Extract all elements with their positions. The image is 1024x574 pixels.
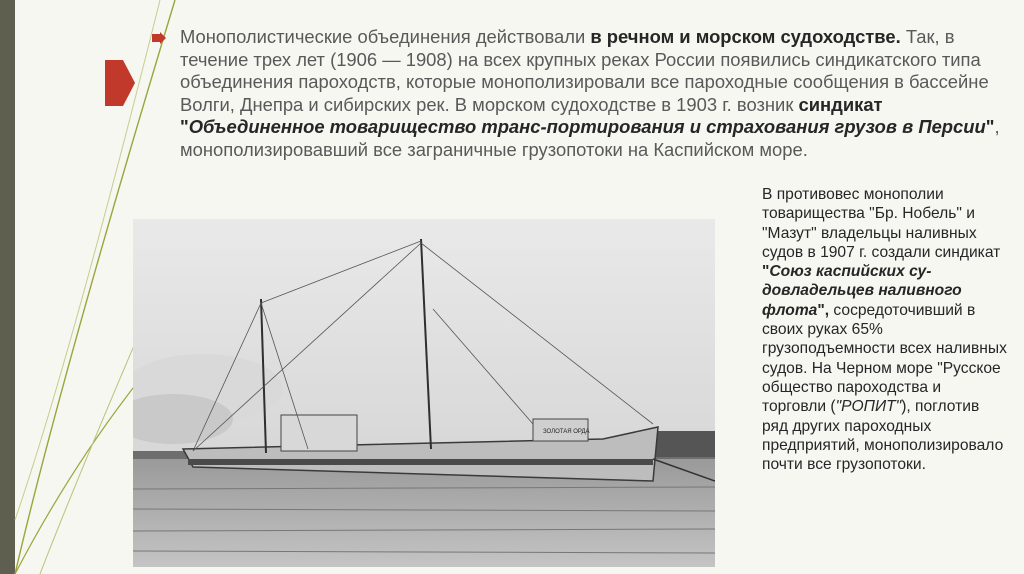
main-text-part2-bold-close: " <box>985 116 995 138</box>
main-text-part2: Так, в течение трех лет (1906 — 1908) на всех крупных реках России появились синдикатского типа объединения пароходств, которые монополизировали все пароходные сообщения в бассейне Волги, Днепра и сибирских рек. В морском судоходстве в 1903 г. возник <box>180 26 989 115</box>
side-text-part1: В противовес монополии товарищества "Бр. Нобель" и "Мазут" владельцы наливных судов в 1907 г. создали синдикат <box>762 186 1001 261</box>
side-paragraph <box>762 185 1007 474</box>
side-text-part2: сосредоточивший в своих руках 65% грузоподъемности всех наливных судов. На Черном море "Русское общество пароходства и торговли ( <box>762 301 1007 416</box>
ship-photo <box>133 219 715 567</box>
side-text-italic: "РОПИТ" <box>835 398 902 416</box>
side-text-part3: ), поглотив ряд других пароходных предприятий, монополизировало почти все грузопотоки. <box>762 398 1004 474</box>
main-text-part2-bold: синдикат " <box>180 93 883 138</box>
main-text-part3: , монополизировавший все заграничные грузопотоки на Каспийском море. <box>180 116 1000 160</box>
side-text-bold-close: ", <box>817 301 830 319</box>
arrow-bullet-icon <box>152 32 166 44</box>
ship-name-label: ЗОЛОТАЯ ОРДА <box>543 429 590 435</box>
main-paragraph <box>180 26 1010 162</box>
main-text-part1: Монополистические объединения действовали <box>180 26 591 47</box>
main-text-part1-bold: в речном и морском судоходстве. <box>590 26 901 47</box>
side-text-bold-open: " <box>762 263 770 281</box>
main-text-part2-bold-italic: Объединенное товарищество транс-портирования и страхования грузов в Персии <box>188 116 986 138</box>
side-text-bold-italic: Союз каспийских су-довладельцев наливного флота <box>762 263 962 319</box>
red-tab-marker <box>105 60 135 106</box>
